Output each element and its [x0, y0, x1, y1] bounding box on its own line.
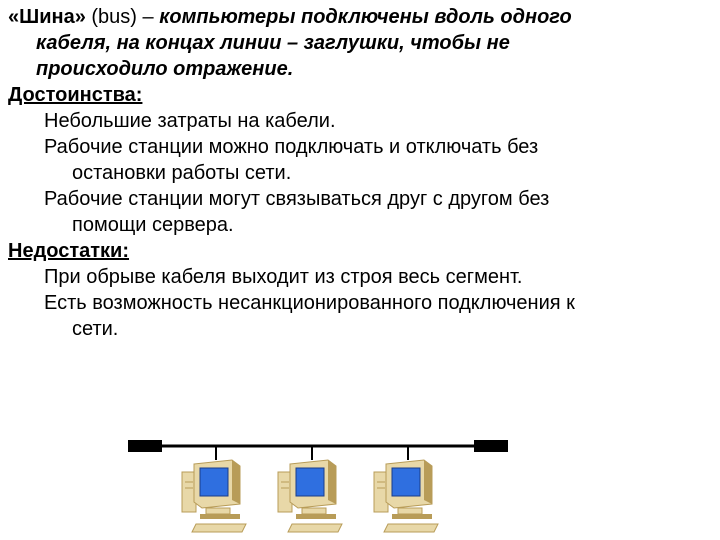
- definition-line-2: кабеля, на концах линии – заглушки, чтобы не: [36, 32, 510, 54]
- disadvantage-item: Есть возможность несанкционированного подключения к: [44, 292, 575, 314]
- definition-dash: –: [142, 6, 160, 28]
- monitor-stand: [206, 508, 230, 514]
- monitor-side: [232, 460, 240, 504]
- advantages-heading: Достоинства:: [8, 84, 143, 106]
- definition-term-note: (bus): [85, 6, 143, 28]
- computers: [182, 446, 438, 532]
- computer-icon: [278, 446, 342, 532]
- keyboard: [192, 524, 246, 532]
- computer-icon: [182, 446, 246, 532]
- disadvantage-item: При обрыве кабеля выходит из строя весь сегмент.: [44, 266, 523, 288]
- advantage-item-continuation: помощи сервера.: [72, 214, 234, 236]
- keyboard: [288, 524, 342, 532]
- terminator-left: [128, 440, 162, 452]
- terminator-right: [474, 440, 508, 452]
- monitor-screen: [296, 468, 324, 496]
- advantage-item: Рабочие станции могут связываться друг с другом без: [44, 188, 550, 210]
- monitor-side: [424, 460, 432, 504]
- slide-text: [8, 4, 714, 342]
- bus-topology-diagram: [0, 420, 720, 540]
- monitor-stand: [302, 508, 326, 514]
- definition-line-3: происходило отражение.: [36, 58, 294, 80]
- monitor-side: [328, 460, 336, 504]
- definition-line-1: [8, 4, 714, 30]
- disadvantages-heading: Недостатки:: [8, 240, 130, 262]
- monitor-base: [392, 514, 432, 519]
- definition-term: «Шина»: [8, 6, 86, 28]
- keyboard: [384, 524, 438, 532]
- monitor-base: [296, 514, 336, 519]
- computer-icon: [374, 446, 438, 532]
- monitor-base: [200, 514, 240, 519]
- monitor-screen: [392, 468, 420, 496]
- definition-text-1: компьютеры подключены вдоль одного: [159, 6, 572, 28]
- advantage-item: Рабочие станции можно подключать и отключать без: [44, 136, 539, 158]
- advantage-item: Небольшие затраты на кабели.: [44, 110, 336, 132]
- monitor-stand: [398, 508, 422, 514]
- advantage-item-continuation: остановки работы сети.: [72, 162, 292, 184]
- monitor-screen: [200, 468, 228, 496]
- disadvantage-item-continuation: сети.: [72, 318, 119, 340]
